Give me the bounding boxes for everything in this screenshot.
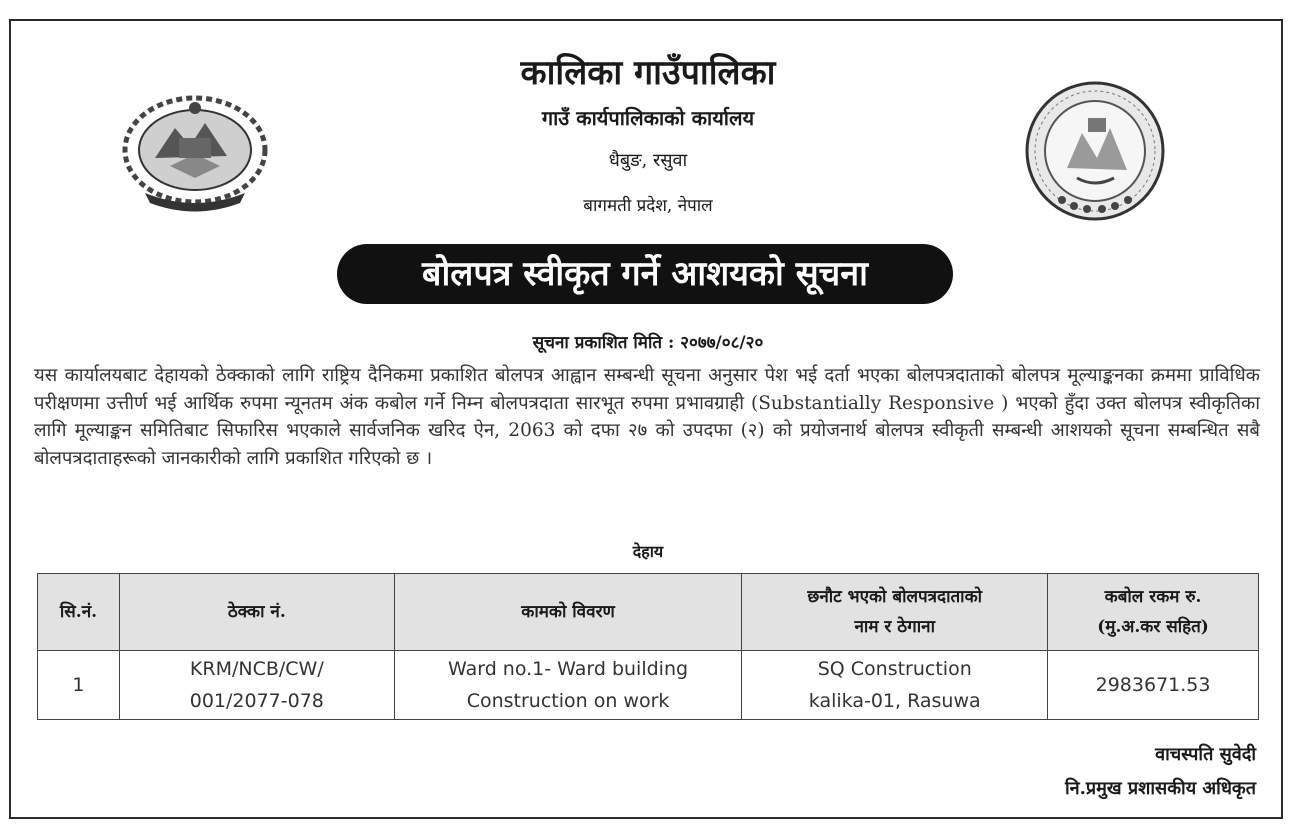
cell-amount: 2983671.53 [1048, 651, 1259, 720]
cell-bidder: SQ Construction kalika-01, Rasuwa [742, 651, 1048, 720]
cell-contract-no: KRM/NCB/CW/ 001/2077-078 [119, 651, 394, 720]
signatory-name: वाचस्पति सुवेदी [1155, 744, 1256, 765]
office-name: गाउँ कार्यपालिकाको कार्यालय [541, 106, 755, 130]
office-location: धैबुङ, रसुवा [608, 150, 688, 171]
col-header-amount: कबोल रकम रु. (मु.अ.कर सहित) [1048, 574, 1259, 651]
table-row [38, 651, 1259, 720]
col-header-description: कामको विवरण [394, 574, 742, 651]
col-header-sn: सि.नं. [38, 574, 120, 651]
notice-body: यस कार्यालयबाट देहायको ठेक्काको लागि राष्ट्रिय दैनिकमा प्रकाशित बोलपत्र आह्वान सम्बन्धी सूचना अनुसार पेश भई दर्ता भएका बोलपत्रदाताको बोलपत्र मूल्याङ्कनका क्रममा प्राविधिक परीक्षणमा उत्तीर्ण भई आर्थिक रुपमा न्यूनतम अंक कबोल गर्ने निम्न बोलपत्रदाता सारभूत रुपमा प्रभावग्राही (Substantially Responsive ) भएको हुँदा उक्त बोलपत्र स्वीकृतिका लागि मूल्याङ्कन समितिबाट सिफारिस भएकाले सार्वजनिक खरिद ऐन, 2063 को दफा २७ को उपदफा (२) को प्रयोजनार्थ बोलपत्र स्वीकृती सम्बन्धी आशयको सूचना सम्बन्धित सबै बोलपत्रदाताहरूको जानकारीको लागि प्रकाशित गरिएको छ । [34, 365, 1260, 469]
province-name: बागमती प्रदेश, नेपाल [583, 196, 713, 216]
bid-table [37, 573, 1259, 720]
notice-banner: बोलपत्र स्वीकृत गर्ने आशयको सूचना [337, 244, 953, 304]
col-header-bidder: छनौट भएको बोलपत्रदाताको नाम र ठेगाना [742, 574, 1048, 651]
publication-date: सूचना प्रकाशित मिति : २०७७/०८/२० [532, 333, 764, 353]
signatory-title: नि.प्रमुख प्रशासकीय अधिकृत [1065, 778, 1256, 799]
table-header-row [38, 574, 1259, 651]
cell-sn: 1 [38, 651, 120, 720]
municipality-title: कालिका गाउँपालिका [520, 53, 776, 93]
cell-description: Ward no.1- Ward building Construction on work [394, 651, 742, 720]
col-header-contract-no: ठेक्का नं. [119, 574, 394, 651]
schedule-label: देहाय [632, 542, 664, 561]
